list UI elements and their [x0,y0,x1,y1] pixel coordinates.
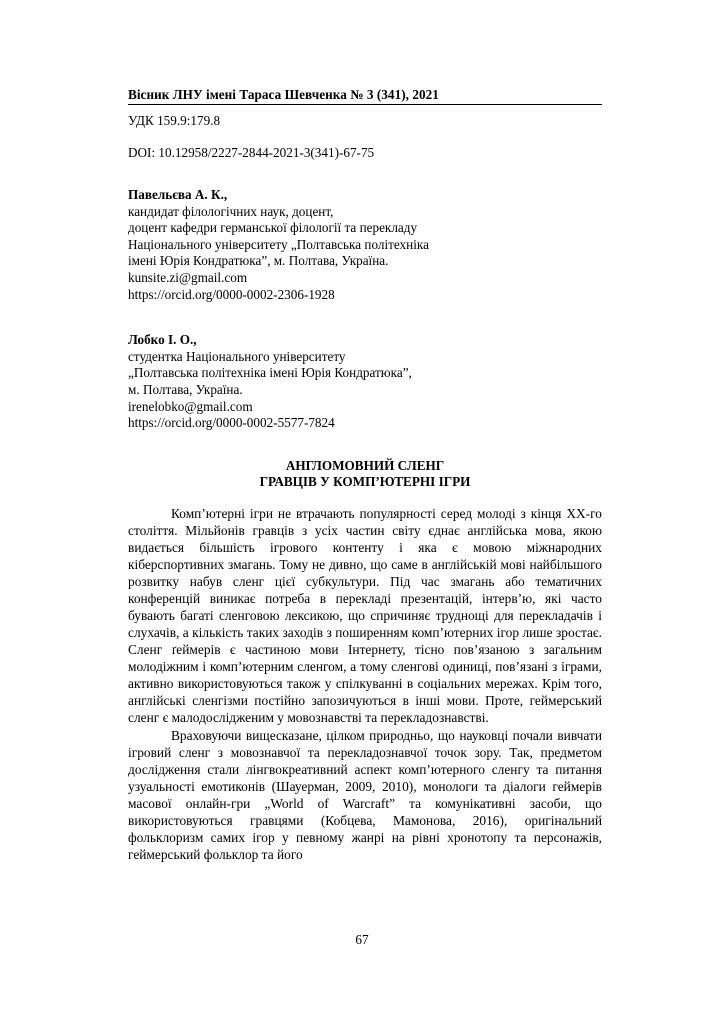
udc-code: УДК 159.9:179.8 [128,113,221,128]
author-2-affiliation-line-1: студентка Національного університету [128,348,346,364]
author-2-email[interactable]: irenelobko@gmail.com [128,398,253,414]
author-2-affiliation-line-3: м. Полтава, Україна. [128,381,243,397]
author-2-orcid-link[interactable]: https://orcid.org/0000-0002-5577-7824 [128,415,335,431]
doi-identifier: DOI: 10.12958/2227-2844-2021-3(341)-67-75 [128,145,375,160]
author-1-name: Павельєва А. К., [128,187,228,202]
author-1-affiliation-line-3: Національного університету „Полтавська політехніка [128,236,429,252]
body-paragraph-1: Комп’ютерні ігри не втрачають популярності серед молоді з кінця ХХ-го століття. Мільйонів гравців з усіх частин світу єднає англійська мова, якою видається більшість ігрового контенту і яка є мовою міжнародних кіберспортивних змагань. Тому не дивно, що саме в англійській мові найбільшого розвитку набув сленг цієї субкультури. Під час змагань або тематичних конференцій виникає потреба в перекладі презентацій, інтерв’ю, які часто бувають багаті сленговою лексикою, що спричиняє труднощі для перекладачів і слухачів, а кількість таких заходів з поширенням комп’ютерних ігор лише зростає. Сленг ґеймерів є частиною мови Інтернету, тісно пов’язаною з загальним молодіжним і комп’ютерним сленгом, а тому сленгові одиниці, пов’язані з іграми, активно використовуються також у спілкуванні в соціальних мережах. Крім того, англійські сленгізми постійно запозичуються в інші мови. Проте, геймерський сленг є малодослідженим у мовознавстві та перекладознавстві. [128,505,602,726]
author-block-2 [128,332,602,432]
body-paragraph-2: Враховуючи вищесказане, цілком природньо, що науковці почали вивчати ігровий сленг з мовознавчої та перекладознавчої точок зору. Так, предметом дослідження стали лінгвокреативний аспект комп’ютерного сленгу та питання узуальності емотиконів (Шауерман, 2009, 2010), монологи та діалоги геймерів масової онлайн-гри „World of Warcraft” та комунікативні засоби, що використовуються гравцями (Кобцева, Мамонова, 2016), оригінальний фольклоризм самих ігор у певному жанрі на рівні хронотопу та персонажів, геймерський фольклор та його [128,727,602,862]
page-number: 67 [355,932,369,947]
article-body [128,505,602,863]
author-2-affiliation-line-2: „Полтавська політехніка імені Юрія Кондратюка”, [128,365,412,381]
article-title-line-2: ГРАВЦІВ У КОМП’ЮТЕРНІ ІГРИ [259,474,471,490]
author-2-name: Лобко І. О., [128,332,197,348]
author-1-affiliation-line-4: імені Юрія Кондратюка”, м. Полтава, Україна. [128,253,389,269]
author-block-1 [128,187,602,303]
article-title [128,458,602,491]
author-1-orcid-link[interactable]: https://orcid.org/0000-0002-2306-1928 [128,286,335,302]
author-1-email[interactable]: kunsite.zi@gmail.com [128,269,248,285]
author-1-affiliation-line-1: кандидат філологічних наук, доцент, [128,203,334,219]
author-1-affiliation-line-2: доцент кафедри германської філології та перекладу [128,220,418,236]
running-head: Вісник ЛНУ імені Тараса Шевченка № 3 (341), 2021 [128,86,602,105]
page-content [128,86,602,863]
article-title-line-1: АНГЛОМОВНИЙ СЛЕНГ [285,457,445,473]
